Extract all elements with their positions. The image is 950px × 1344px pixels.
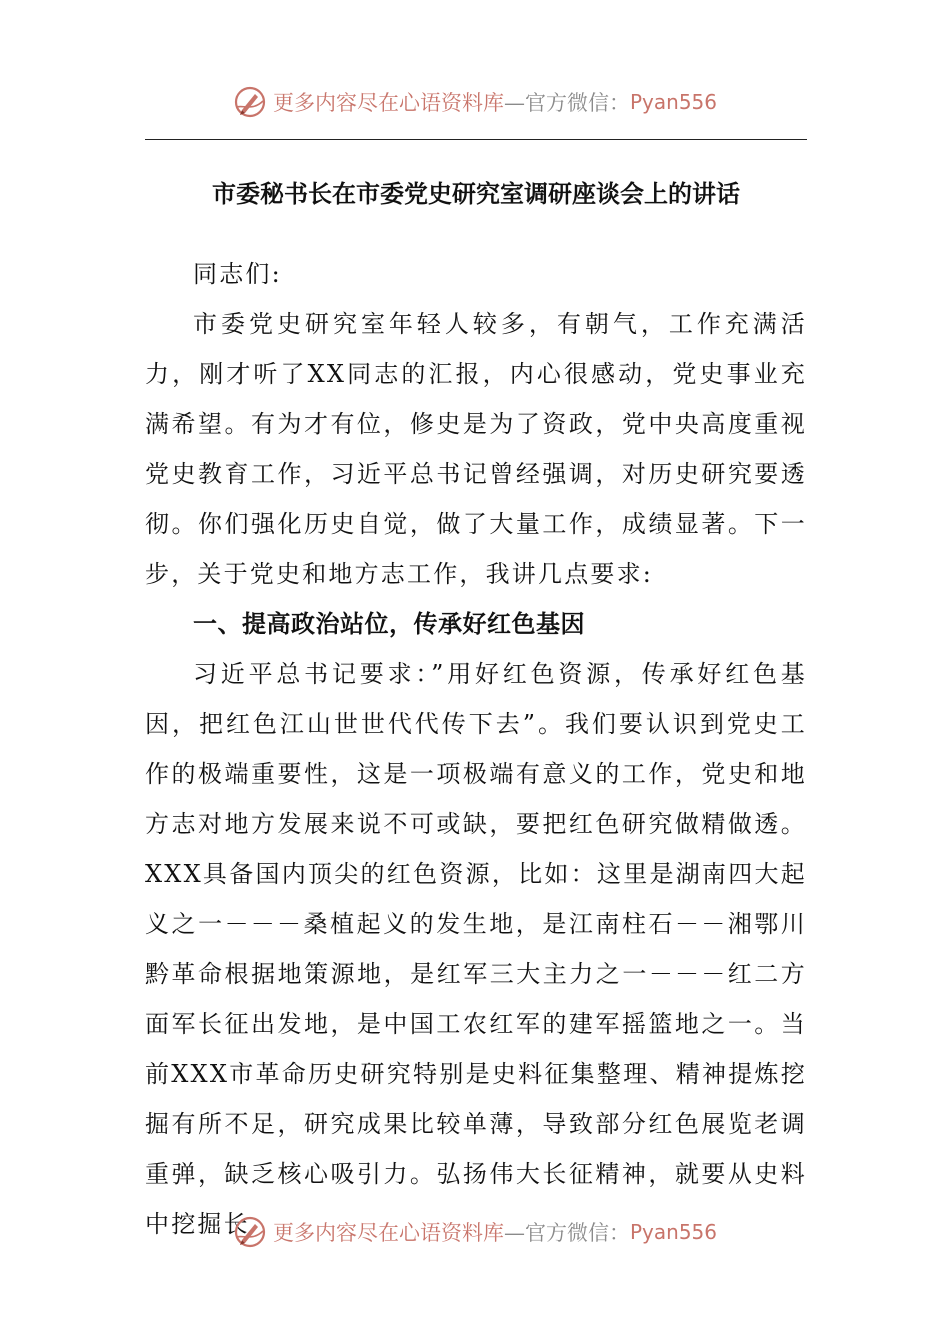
- footer-banner: [0, 1212, 950, 1252]
- paragraph-2: 习近平总书记要求：”用好红色资源，传承好红色基因，把红色江山世世代代传下去”。我们要认识到党史工作的极端重要性，这是一项极端有意义的工作，党史和地方志对地方发展来说不可或缺，要把红色研究做精做透。XXX具备国内顶尖的红色资源，比如：这里是湖南四大起义之一－－－桑植起义的发生地，是江南柱石－－湘鄂川黔革命根据地策源地，是红军三大主力之一－－－红二方面军长征出发地，是中国工农红军的建军摇篮地之一。当前XXX市革命历史研究特别是史料征集整理、精神提炼挖掘有所不足，研究成果比较单薄，导致部分红色展览老调重弹，缺乏核心吸引力。弘扬伟大长征精神，就要从史料中挖掘长: [145, 660, 807, 1238]
- salutation: 同志们:: [193, 260, 282, 288]
- banner-official-label: —官方微信：: [503, 1221, 630, 1245]
- header-divider: [145, 139, 807, 140]
- pen-logo-icon: [233, 1215, 267, 1249]
- document-body: [145, 249, 807, 1249]
- banner-official-label: —官方微信：: [503, 91, 630, 115]
- pen-logo-icon: [233, 85, 267, 119]
- banner-account-id: Pyan556: [629, 90, 717, 114]
- banner-brand-text: 更多内容尽在心语资料库: [272, 1221, 504, 1245]
- document-title: 市委秘书长在市委党史研究室调研座谈会上的讲话: [212, 179, 740, 208]
- header-banner: [0, 82, 950, 122]
- paragraph-1: 市委党史研究室年轻人较多，有朝气，工作充满活力，刚才听了XX同志的汇报，内心很感动，党史事业充满希望。有为才有位，修史是为了资政，党中央高度重视党史教育工作，习近平总书记曾经强调，对历史研究要透彻。你们强化历史自觉，做了大量工作，成绩显著。下一步，关于党史和地方志工作，我讲几点要求:: [145, 310, 807, 588]
- section-heading-1: 一、提高政治站位，传承好红色基因: [193, 610, 585, 638]
- banner-brand-text: 更多内容尽在心语资料库: [272, 91, 504, 115]
- banner-account-id: Pyan556: [629, 1220, 717, 1244]
